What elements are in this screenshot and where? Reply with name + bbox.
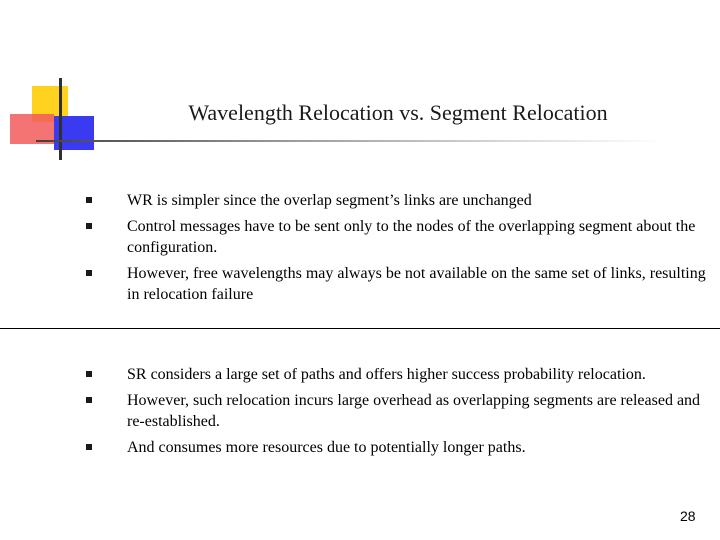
page-number: 28 bbox=[680, 508, 696, 524]
bullet-square-icon bbox=[86, 397, 92, 403]
bullet-list-sr bbox=[86, 364, 706, 463]
bullet-square-icon bbox=[86, 371, 92, 377]
bullet-text: SR considers a large set of paths and offers higher success probability relocation. bbox=[127, 366, 646, 383]
list-item bbox=[86, 364, 706, 385]
bullet-square-icon bbox=[86, 444, 92, 450]
list-item bbox=[86, 390, 706, 432]
bullet-text: Control messages have to be sent only to the nodes of the overlapping segment about the configuration. bbox=[127, 218, 696, 256]
slide-title: Wavelength Relocation vs. Segment Relocation bbox=[188, 100, 608, 125]
bullet-square-icon bbox=[86, 223, 92, 229]
list-item bbox=[86, 263, 706, 305]
bullet-square-icon bbox=[86, 197, 92, 203]
bullet-text: However, free wavelengths may always be not available on the same set of links, resulting in relocation failure bbox=[127, 265, 706, 303]
section-divider bbox=[0, 328, 720, 329]
bullet-list-wr bbox=[86, 190, 706, 310]
bullet-square-icon bbox=[86, 270, 92, 276]
bullet-text: And consumes more resources due to potentially longer paths. bbox=[127, 439, 526, 456]
list-item bbox=[86, 190, 706, 211]
bullet-text: WR is simpler since the overlap segment’s links are unchanged bbox=[127, 192, 532, 209]
list-item bbox=[86, 437, 706, 458]
bullet-text: However, such relocation incurs large overhead as overlapping segments are released and re-established. bbox=[127, 392, 701, 430]
title-underline bbox=[36, 140, 664, 142]
list-item bbox=[86, 216, 706, 258]
